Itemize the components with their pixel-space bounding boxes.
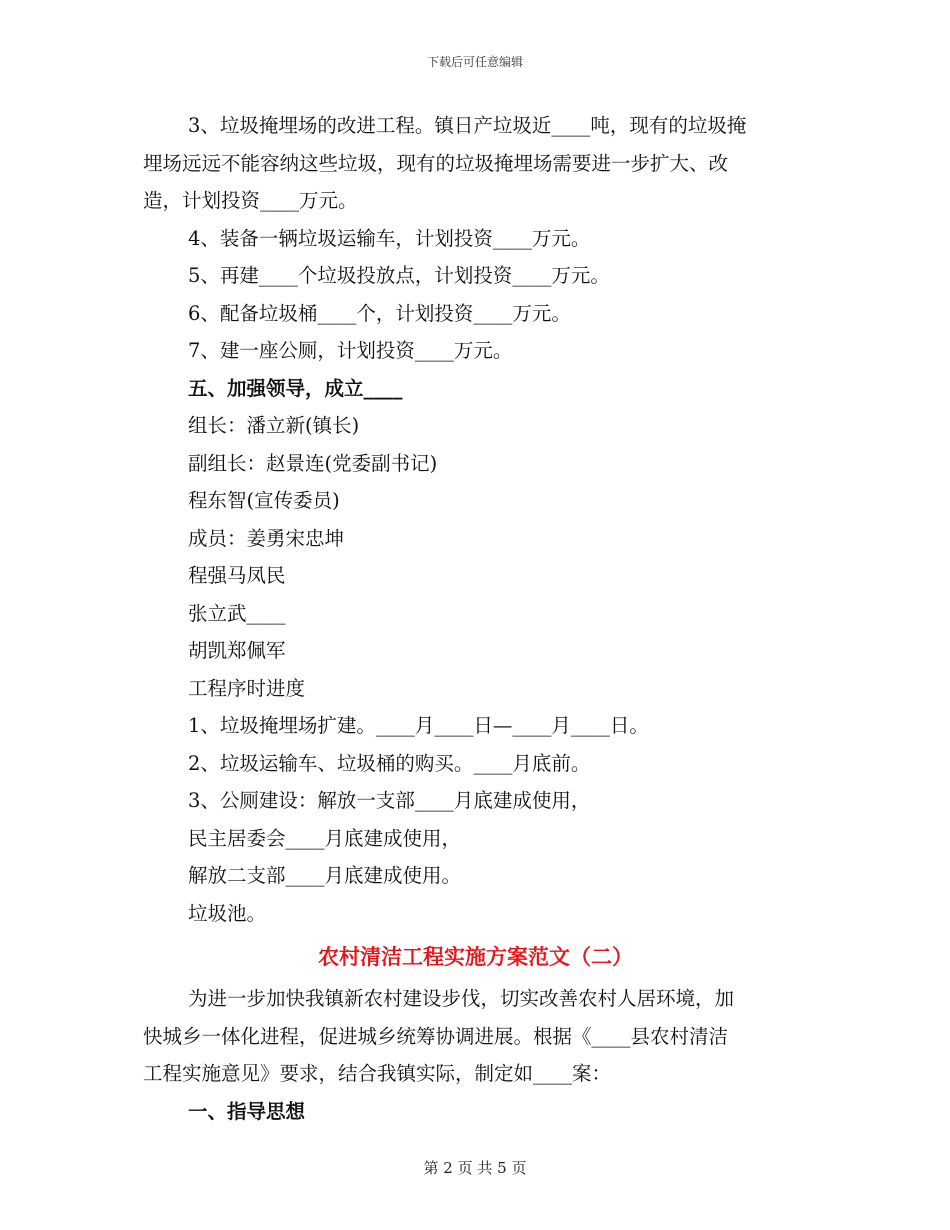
- page-header: 下载后可任意编辑: [426, 55, 523, 69]
- paragraph-line: 7、建一座公厕，计划投资____万元。: [188, 339, 513, 362]
- paragraph-line: 5、再建____个垃圾投放点，计划投资____万元。: [188, 264, 610, 287]
- paragraph-line: 副组长：赵景连(党委副书记): [188, 451, 438, 475]
- paragraph-line: 2、垃圾运输车、垃圾桶的购买。____月底前。: [188, 751, 591, 775]
- paragraph-line: 为进一步加快我镇新农村建设步伐，切实改善农村人居环境，加: [188, 987, 735, 1010]
- paragraph-line: 程强马凤民: [188, 564, 286, 587]
- paragraph-line: 张立武____: [188, 601, 286, 625]
- paragraph-line: 工程序时进度: [188, 676, 306, 700]
- paragraph-line: 3、公厕建设：解放一支部____月底建成使用，: [188, 789, 591, 812]
- section-heading: 一、指导思想: [188, 1099, 306, 1123]
- paragraph-line: 组长：潘立新(镇长): [188, 414, 360, 437]
- paragraph-line: 成员：姜勇宋忠坤: [188, 526, 345, 550]
- paragraph-line: 工程实施意见》要求，结合我镇实际，制定如____案：: [143, 1062, 612, 1085]
- paragraph-line: 6、配备垃圾桶____个，计划投资____万元。: [188, 301, 571, 325]
- section-title: 农村清洁工程实施方案范文（二）: [318, 944, 633, 969]
- page-footer: 第 2 页 共 5 页: [423, 1159, 527, 1177]
- paragraph-line: 解放二支部____月底建成使用。: [188, 864, 462, 887]
- paragraph-line: 4、装备一辆垃圾运输车，计划投资____万元。: [188, 226, 591, 250]
- paragraph-line: 3、垃圾掩埋场的改进工程。镇日产垃圾近____吨，现有的垃圾掩: [188, 114, 747, 137]
- document-body: [143, 107, 808, 1130]
- paragraph-line: 埋场远远不能容纳这些垃圾，现有的垃圾掩埋场需要进一步扩大、改: [143, 151, 729, 175]
- paragraph-line: 快城乡一体化进程，促进城乡统筹协调进展。根据《____县农村清洁: [143, 1024, 729, 1048]
- paragraph-line: 造，计划投资____万元。: [143, 189, 358, 212]
- paragraph-line: 1、垃圾掩埋场扩建。____月____日—____月____日。: [188, 714, 649, 737]
- section-heading: 五、加强领导，成立____: [188, 376, 403, 400]
- paragraph-line: 程东智(宣传委员): [188, 489, 340, 512]
- paragraph-line: 民主居委会____月底建成使用，: [188, 826, 462, 850]
- paragraph-line: 垃圾池。: [188, 901, 267, 925]
- paragraph-line: 胡凯郑佩军: [188, 639, 286, 662]
